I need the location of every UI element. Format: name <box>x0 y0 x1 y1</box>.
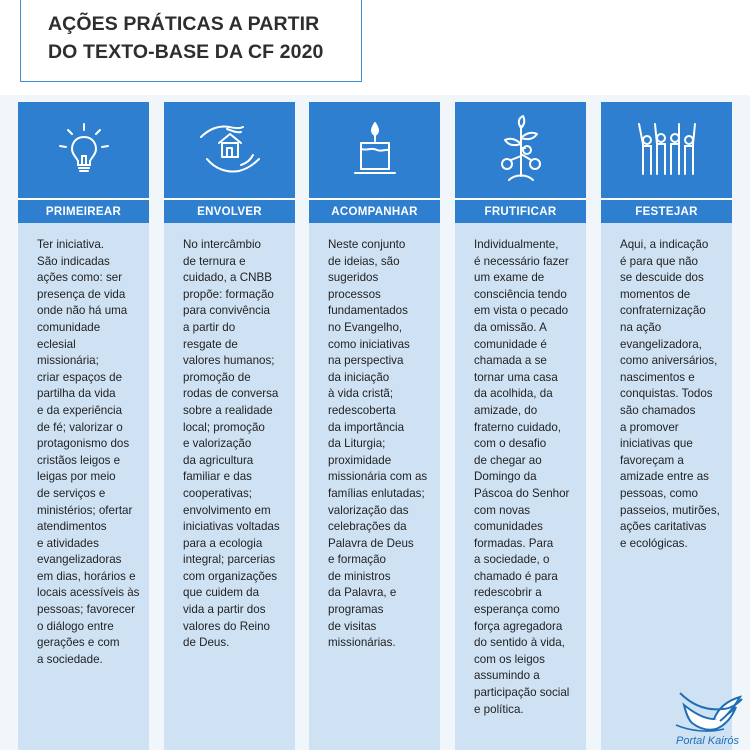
column-text: Individualmente, é necessário fazer um exame de consciência tendo em vista o pecado da omissão. A comunidade é chamada a se tornar uma casa da acolhida, da amizade, do fraterno cuidado, com o desafio de chegar ao Domingo da Páscoa do Senhor com novas comunidades formadas. Para a sociedade, o chamado é para redescobrir a esperança como força agregadora do sentido à vida, com os leigos assumindo a participação social e política. <box>474 238 570 716</box>
column-label: PRIMEIREAR <box>18 198 149 223</box>
column-envolver <box>164 102 295 750</box>
fruit-tree-icon <box>491 114 551 186</box>
column-text: Aqui, a indicação é para que não se descuide dos momentos de confraternização na ação evangelizadora, como aniversários, nascimentos e conquistas. Todos são chamados a promover iniciativas que favoreçam a amizade entre as pessoas, como passeios, mutirões, ações caritativas e ecológicas. <box>620 238 720 550</box>
column-frutificar <box>455 102 586 750</box>
column-text: No intercâmbio de ternura e cuidado, a CNBB propõe: formação para convivência a partir do resgate de valores humanos; promoção de rodas de conversa sobre a realidade local; promoção e valorização da agricultura familiar e das cooperativas; envolvimento em iniciativas voltadas para a ecologia integral; parcerias com organizações que cuidem da vida a partir dos valores do Reino de Deus. <box>183 238 280 650</box>
column-label: ENVOLVER <box>164 198 295 223</box>
icon-area <box>601 102 732 198</box>
icon-area <box>455 102 586 198</box>
title-line-2: DO TEXTO-BASE DA CF 2020 <box>48 41 324 63</box>
people-celebrating-icon <box>631 120 703 180</box>
column-label: FRUTIFICAR <box>455 198 586 223</box>
column-text: Neste conjunto de ideias, são sugeridos processos fundamentados no Evangelho, como iniciativas na perspectiva da iniciação à vida cristã; redescoberta da importância da Liturgia; proximidade missionária com as famílias enlutadas; valorização das celebrações da Palavra de Deus e formação de ministros da Palavra, e programas de visitas missionárias. <box>328 238 428 650</box>
icon-area <box>18 102 149 198</box>
column-acompanhar <box>309 102 440 750</box>
candle-icon <box>347 119 403 181</box>
icon-area <box>164 102 295 198</box>
hands-house-icon <box>197 119 263 181</box>
column-festejar <box>601 102 732 750</box>
column-label: FESTEJAR <box>601 198 732 223</box>
logo-text: Portal Kairós <box>676 735 739 747</box>
column-label: ACOMPANHAR <box>309 198 440 223</box>
title-box <box>20 0 362 82</box>
column-text: Ter iniciativa. São indicadas ações como: ser presença de vida onde não há uma comunidade eclesial missionária; criar espaços de partilha da vida e da experiência de fé; valorizar o protagonismo dos cristãos leigos e leigas por meio de serviços e ministérios; ofertar atendimentos e atividades evangelizadoras em dias, horários e locais acessíveis às pessoas; favorecer o diálogo entre gerações e com a sociedade. <box>37 238 140 666</box>
column-primeirear <box>18 102 149 750</box>
icon-area <box>309 102 440 198</box>
title-line-1: AÇÕES PRÁTICAS A PARTIR <box>48 13 320 35</box>
lightbulb-icon <box>54 120 114 180</box>
